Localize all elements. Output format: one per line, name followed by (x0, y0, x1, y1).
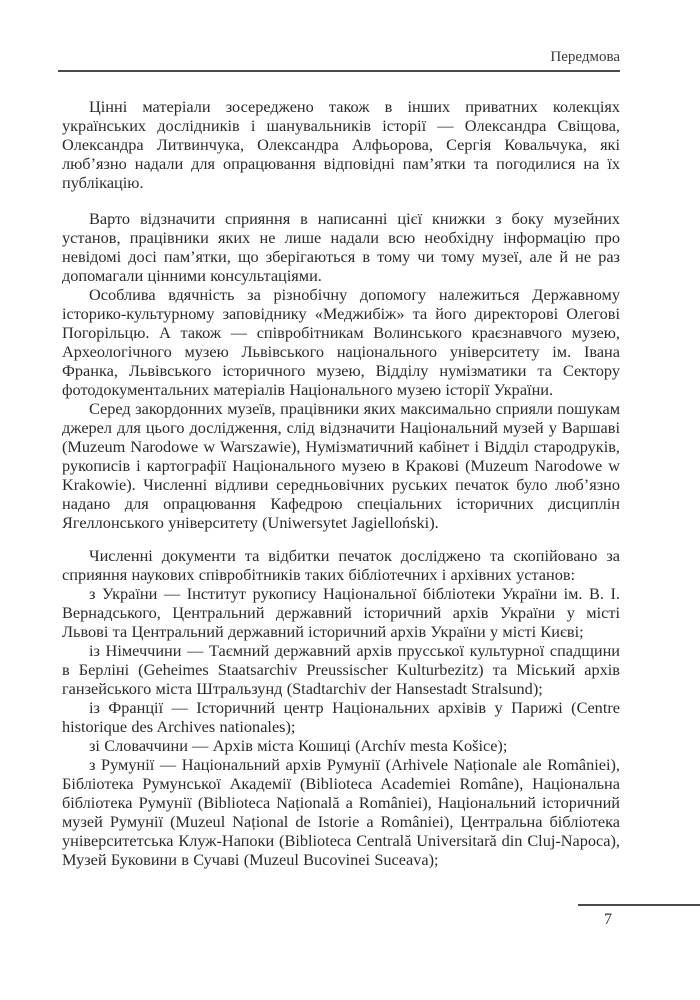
paragraph-special-gratitude: Особлива вдячність за різнобічну допомогу належиться Державному історико-культурному заповіднику «Меджибіж» та його директорові Олегові Погорільцю. А також — співробітникам Волинського краєзнавчого музею, Археологічного музею Львівського національного університету ім. Івана Франка, Львівського історичного музею, Відділу нумізматики та Сектору фотодокументальних матеріалів Національного музею історії України. (62, 285, 620, 399)
paragraph-archives-intro: Численні документи та відбитки печаток досліджено та скопійовано за сприяння наукових співробітників таких бібліотечних і архівних установ: (62, 546, 620, 584)
page-text-block (62, 97, 620, 869)
list-item-germany: із Німеччини — Таємний державний архів прусської культурної спадщини в Берліні (Geheimes Staatsarchiv Preussischer Kulturbezitz) та Міський архів ганзейського міста Штральзунд (Stadtarchiv der Hansestadt Stralsund); (62, 641, 620, 698)
list-item-slovakia: зі Словаччини — Архів міста Кошиці (Archív mesta Košice); (89, 736, 508, 755)
list-item-france: із Франції — Історичний центр Національних архівів у Парижі (Centre historique des Archives nationales); (62, 698, 620, 736)
running-header-title: Передмова (550, 49, 620, 65)
footer-rule (578, 904, 700, 906)
running-header (58, 48, 620, 72)
paragraph-museum-assistance: Варто відзначити сприяння в написанні цієї книжки з боку музейних установ, працівники яких не лише надали всю необхідну інформацію про невідомі досі пам’ятки, що зберігаються в тому чи тому музеї, але й не раз допомагали цінними консультаціями. (62, 209, 620, 285)
page-number: 7 (604, 911, 612, 928)
list-item-romania: з Румунії — Національний архів Румунії (Arhivele Naționale ale României), Бібліотека Румунської Академії (Biblioteca Academiei Române), Національна бібліотека Румунії (Biblioteca Națională a României), Національний історичний музей Румунії (Muzeul Național de Istorie a României), Центральна бібліотека університетська Клуж-Напоки (Biblioteca Centrală Universitară din Cluj-Napoca), Музей Буковини в Сучаві (Muzeul Bucovinei Suceava); (62, 755, 620, 869)
paragraph-private-collections: Цінні матеріали зосереджено також в інших приватних колекціях українських дослідників і шанувальників історії — Олександра Свіщова, Олександра Литвинчука, Олександра Алфьорова, Сергія Ковальчука, які люб’язно надали для опрацювання відповідні пам’ятки та погодилися на їх публікацію. (62, 97, 620, 192)
list-item-ukraine: з України — Інститут рукопису Національної бібліотеки України ім. В. І. Вернадського, Центральний державний історичний архів України у місті Львові та Центральний державний історичний архів України у місті Києві; (62, 584, 620, 641)
paragraph-foreign-museums: Серед закордонних музеїв, працівники яких максимально сприяли пошукам джерел для цього дослідження, слід відзначити Національний музей у Варшаві (Muzeum Narodowe w Warszawie), Нумізматичний кабінет і Відділ стародруків, рукописів і картографії Національного музею в Кракові (Muzeum Narodowe w Krakowie). Численні відливи середньовічних руських печаток було люб’язно надано для опрацювання Кафедрою спеціальних історичних дисциплін Ягеллонського університету (Uniwersytet Jagielloński). (62, 399, 620, 532)
